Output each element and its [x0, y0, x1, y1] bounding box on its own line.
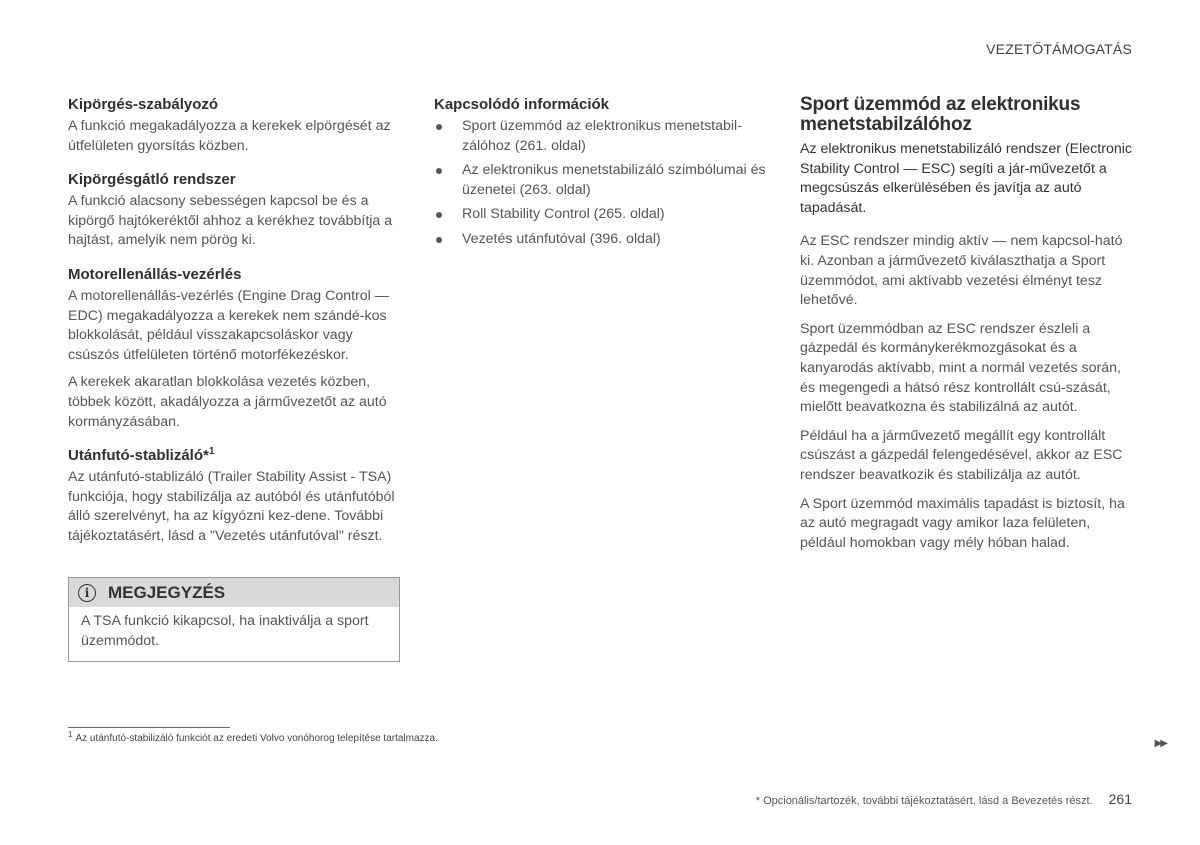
section-heading: Kipörgésgátló rendszer	[68, 171, 236, 189]
section-paragraph: A funkció alacsony sebességen kapcsol be és a kipörgő hajtókeréktől ahhoz a kerékhez továbbítja a hajtást, amelyik nem pörög ki.	[68, 193, 393, 249]
optional-accessory-note: * Opcionális/tartozék, további tájékoztatásért, lásd a Bevezetés részt.	[755, 795, 1093, 807]
left-column	[68, 95, 400, 561]
body-paragraph: A Sport üzemmód maximális tapadást is biztosít, ha az autó megragadt vagy amikor laza felületen, például homokban vagy mély hóban halad.	[800, 495, 1125, 551]
note-title: MEGJEGYZÉS	[108, 582, 226, 602]
related-link[interactable]: Sport üzemmód az elektronikus menetstabil-zálóhoz (261. oldal)	[434, 117, 770, 156]
running-header: VEZETŐTÁMOGATÁS	[986, 41, 1132, 57]
related-link[interactable]: Az elektronikus menetstabilizáló szimbólumai és üzenetei (263. oldal)	[434, 161, 770, 200]
body-paragraph: Az ESC rendszer mindig aktív — nem kapcsol-ható ki. Azonban a járművezető kiválaszthatja a Sport üzemmódot, ami aktívabb vezetési élményt tesz lehetővé.	[800, 233, 1123, 309]
related-links-list	[434, 117, 770, 250]
section-traction-control	[68, 95, 400, 156]
footnote-number: 1	[68, 729, 73, 739]
footnote	[68, 729, 438, 744]
section-paragraph: A funkció megakadályozza a kerekek elpörgését az útfelületen gyorsítás közben.	[68, 118, 391, 154]
right-column	[800, 95, 1136, 562]
lead-paragraph: Az elektronikus menetstabilizáló rendszer (Electronic Stability Control — ESC) segíti a jár-művezetőt a megcsúszás elkerülésében és javítja az autó tapadását.	[800, 141, 1132, 216]
section-paragraph: Az utánfutó-stablizáló (Trailer Stability Assist - TSA) funkciója, hogy stabilizálja az autóból és utánfutóból álló szerelvényt, ha az kígyózni kez-dene. További tájékoztatásért, lásd a "Vezetés utánfutóval" részt.	[68, 469, 395, 544]
related-info-heading: Kapcsolódó információk	[434, 96, 610, 113]
section-engine-drag-control	[68, 265, 400, 432]
section-paragraph: A kerekek akaratlan blokkolása vezetés közben, többek között, akadályozza a járművezetőt az autó kormányzásában.	[68, 374, 387, 430]
related-link[interactable]: Vezetés utánfutóval (396. oldal)	[434, 230, 770, 250]
continue-arrows-icon: ▶▶	[1154, 738, 1166, 749]
note-header	[69, 578, 399, 607]
section-trailer-stability	[68, 446, 400, 546]
article-title: Sport üzemmód az elektronikus menetstabilzálóhoz	[800, 94, 1081, 135]
middle-column	[434, 95, 770, 255]
page-number: 261	[1108, 791, 1132, 807]
bullet-icon	[436, 212, 442, 218]
section-spin-control	[68, 170, 400, 251]
page-footer	[756, 791, 1132, 807]
section-heading: Utánfutó-stablizáló*$^1$	[68, 446, 215, 465]
section-heading: Kipörgés-szabályozó	[68, 96, 219, 113]
footnote-text: Az utánfutó-stabilizáló funkciót az eredeti Volvo vonóhorog telepítése tartalmazza.	[75, 733, 438, 744]
related-link[interactable]: Roll Stability Control (265. oldal)	[434, 205, 770, 225]
body-paragraph: Sport üzemmódban az ESC rendszer észleli a gázpedál és kormánykerékmozgásokat és a kanyarodás aktívabb, mint a normál vezetés során, és megengedi a hátsó rész kontrollált csú-szását, mielőtt beavatkozna és stabilizálná az autót.	[800, 320, 1121, 416]
note-box	[68, 577, 400, 662]
bullet-icon	[436, 237, 442, 243]
bullet-icon	[436, 168, 442, 174]
info-icon: i	[78, 584, 96, 602]
section-heading: Motorellenállás-vezérlés	[68, 265, 242, 283]
note-text: A TSA funkció kikapcsol, ha inaktiválja a sport üzemmódot.	[81, 613, 369, 649]
bullet-icon	[436, 124, 442, 130]
body-paragraph: Például ha a járművezető megállít egy kontrollált csúszást a gázpedál felengedésével, akkor az ESC rendszer beavatkozik és stabilizálja az autót.	[800, 427, 1123, 483]
footnote-marker[interactable]: 1	[208, 446, 215, 458]
section-paragraph: A motorellenállás-vezérlés (Engine Drag Control — EDC) megakadályozza a kerekek nem szándé-kos blokkolását, például visszakapcsoláskor vagy csúszós útfelületen történő motorfékezéskor.	[68, 287, 389, 363]
footnote-rule	[68, 727, 230, 728]
